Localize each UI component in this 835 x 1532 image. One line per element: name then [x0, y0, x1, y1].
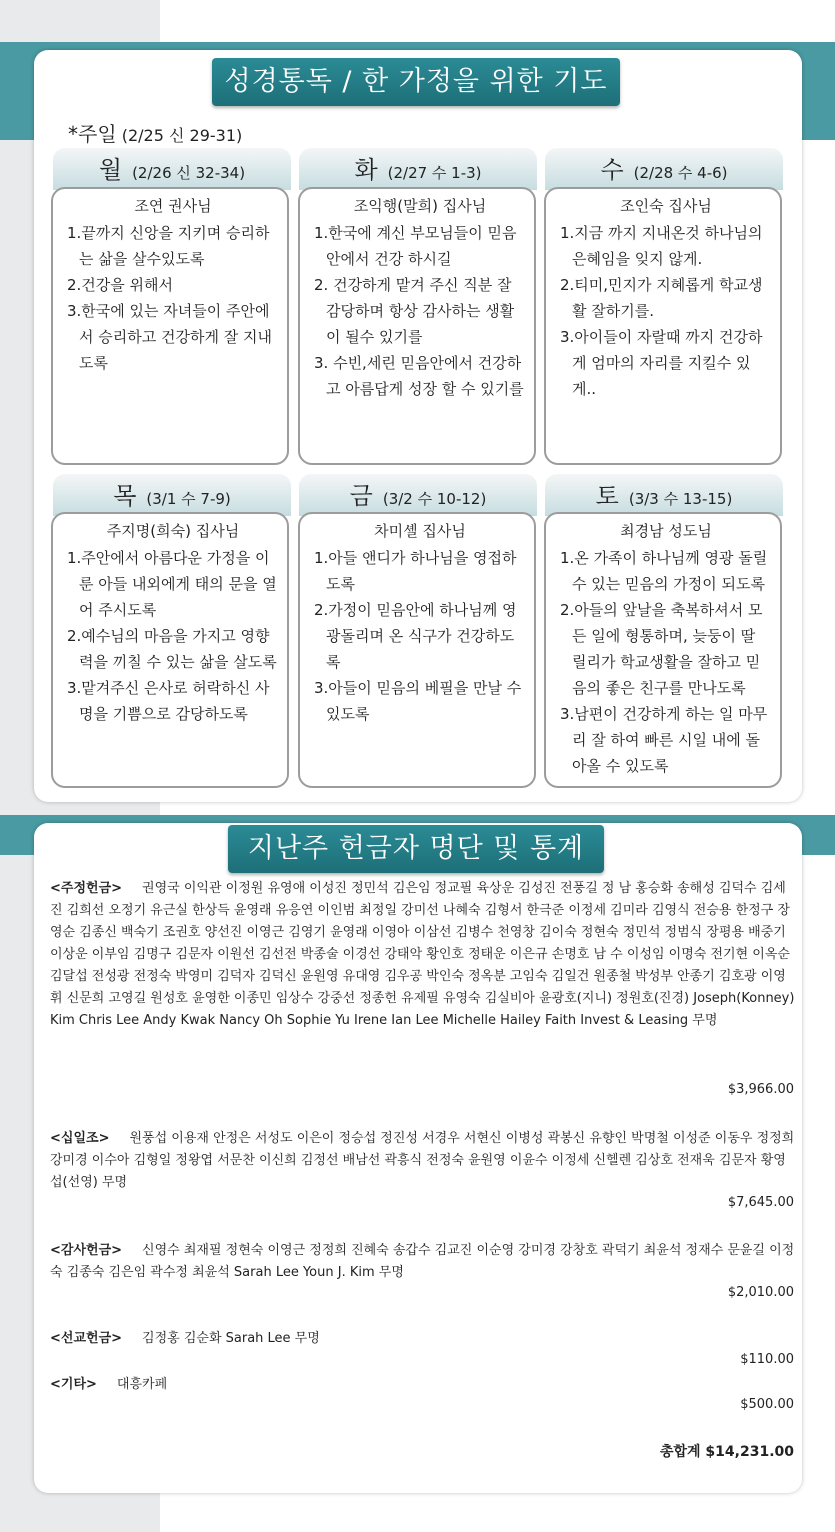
offering-names: 원풍섭 이용재 안정은 서성도 이은이 정승섭 정진성 서경우 서현신 이병성 곽봉신 유향인 박명철 이성준 이동우 정정희 강미경 이수아 김형일 정왕엽 서문찬 이신희 김정선 배남선 곽흥식 전정숙 윤원영 이윤수 이정세 신헬렌 김상호 전재욱 김문자 황영섭(선영) 무명: [50, 1131, 795, 1190]
prayer-item: 3. 수빈,세린 믿음안에서 건강하고 아름답게 성장 할 수 있기를: [314, 354, 524, 398]
day-tab-fri: [299, 474, 537, 516]
offering-category-label: <감사헌금>: [50, 1243, 123, 1258]
prayer-title: 성경통독 / 한 가정을 위한 기도: [212, 58, 620, 106]
prayer-item: 1.주안에서 아름다운 가정을 이룬 아들 내외에게 태의 문을 열어 주시도록: [67, 549, 277, 619]
offering-category-label: <주정헌금>: [50, 881, 123, 896]
prayer-item: 2.아들의 앞날을 축복하셔서 모든 일에 형통하며, 늦둥이 딸 릴리가 학교생활을 잘하고 믿음의 좋은 친구를 만나도록: [560, 601, 763, 697]
prayer-item: 1.지금 까지 지내온것 하나님의 은혜임을 잊지 않게.: [560, 224, 763, 268]
card-person: 조익행(말희) 집사님: [353, 197, 487, 215]
offering-title: 지난주 헌금자 명단 및 통계: [228, 825, 604, 873]
card-person: 조연 권사님: [134, 197, 212, 215]
day-name: 금: [349, 482, 373, 510]
offering-tithe: [50, 1128, 795, 1194]
prayer-card-tue: [298, 187, 536, 465]
offering-thanks: [50, 1240, 795, 1284]
offering-amount: $7,645.00: [727, 1195, 794, 1210]
offering-amount: $3,966.00: [727, 1082, 794, 1097]
prayer-item: 2.티미,민지가 지혜롭게 학교생활 잘하기를.: [560, 276, 763, 320]
offering-category-label: <선교헌금>: [50, 1331, 123, 1346]
offering-amount: $2,010.00: [727, 1285, 794, 1300]
prayer-card-mon: [51, 187, 289, 465]
day-ref: (2/26 신 32-34): [132, 164, 246, 182]
day-ref: (3/2 수 10-12): [382, 490, 487, 508]
prayer-item: 3.한국에 있는 자녀들이 주안에서 승리하고 건강하게 잘 지내도록: [67, 302, 272, 372]
day-name: 수: [600, 156, 624, 184]
card-person: 조인숙 집사님: [620, 197, 712, 215]
offering-amount: $500.00: [740, 1397, 794, 1412]
prayer-item: 3.남편이 건강하게 하는 일 마무리 잘 하여 빠른 시일 내에 돌아올 수 있도록: [560, 705, 768, 775]
prayer-item: 1.한국에 계신 부모님들이 믿음안에서 건강 하시길: [314, 224, 517, 268]
offering-other: [50, 1374, 795, 1396]
card-person: 주지명(희숙) 집사님: [106, 522, 240, 540]
offering-total: 총합계 $14,231.00: [659, 1444, 794, 1460]
prayer-card-wed: [544, 187, 782, 465]
offering-category-label: <기타>: [50, 1377, 97, 1392]
sunday-label: *주일: [68, 122, 117, 146]
prayer-card-thu: [51, 512, 289, 788]
day-tab-wed: [545, 148, 783, 190]
prayer-item: 1.끝까지 신앙을 지키며 승리하는 삶을 살수있도록: [67, 224, 270, 268]
day-tab-mon: [53, 148, 291, 190]
sunday-ref: (2/25 신 29-31): [121, 126, 243, 145]
offering-names: 김정홍 김순화 Sarah Lee 무명: [142, 1331, 320, 1346]
day-name: 화: [354, 156, 378, 184]
day-name: 목: [113, 482, 137, 510]
prayer-item: 2.건강을 위해서: [67, 276, 174, 294]
offering-names: 대흥카페: [116, 1377, 168, 1392]
offering-tithe-weekly: [50, 878, 795, 1032]
day-ref: (2/27 수 1-3): [387, 164, 482, 182]
offering-amount: $110.00: [740, 1352, 794, 1367]
prayer-card-sat: [544, 512, 782, 788]
day-name: 토: [595, 482, 619, 510]
day-tab-thu: [53, 474, 291, 516]
prayer-item: 2. 건강하게 맡겨 주신 직분 잘 감당하며 항상 감사하는 생활이 될수 있기를: [314, 276, 515, 346]
offering-mission: [50, 1328, 795, 1350]
day-ref: (3/3 수 13-15): [628, 490, 733, 508]
prayer-item: 3.아이들이 자랄때 까지 건강하게 엄마의 자리를 지킬수 있게..: [560, 328, 763, 398]
day-tab-sat: [545, 474, 783, 516]
prayer-item: 1.온 가족이 하나님께 영광 돌릴 수 있는 믿음의 가정이 되도록: [560, 549, 768, 593]
offering-names: 권영국 이익관 이정원 유영애 이성진 정민석 김은임 정교필 육상운 김성진 전풍길 정 남 홍승화 송해성 김덕수 김세진 김희선 오정기 유근실 한상득 윤영래 유응연 이인범 최정일 강미선 나혜숙 김형서 한극준 이정세 김미라 김영식 전승용 한정구 장영순 김종신 백숙기 조권호 양선진 이영근 김영기 윤영래 이영아 이삼선 김병수 천영창 김이숙 정현숙 정민석 정범식 장평용 배중기 이상운 이부임 김명구 김문자 이원선 김선전 박종술 이경선 강태악 황인호 정태운 이은규 손명호 남 수 이성임 이명숙 전기현 이옥순 김달섭 전성광 전정숙 박영미 김덕자 김덕신 윤원영 유대영 김우공 박인숙 정옥분 고임숙 김일건 원종철 박성부 안종기 김호광 이영휘 신문희 고영길 원성호 윤영한 이종민 임상수 강중선 정종헌 유제필 유영숙 김실비아 윤광호(지니) 정원호(진경) Joseph(Konney) Kim Chris Lee Andy Kwak Nancy Oh Sophie Yu Irene Ian Lee Michelle Hailey Faith Invest & Leasing 무명: [50, 881, 795, 1028]
day-ref: (3/1 수 7-9): [146, 490, 231, 508]
card-person: 최경남 성도님: [620, 522, 712, 540]
prayer-item: 3.맡겨주신 은사로 허락하신 사명을 기쁨으로 감당하도록: [67, 679, 270, 723]
offering-category-label: <십일조>: [50, 1131, 110, 1146]
day-tab-tue: [299, 148, 537, 190]
prayer-item: 2.가정이 믿음안에 하나님께 영광돌리며 온 식구가 건강하도록: [314, 601, 517, 671]
day-name: 월: [98, 156, 123, 184]
card-person: 차미셸 집사님: [374, 522, 466, 540]
prayer-item: 3.아들이 믿음의 베필을 만날 수 있도록: [314, 679, 522, 723]
prayer-item: 2.예수님의 마음을 가지고 영향력을 끼칠 수 있는 삶을 살도록: [67, 627, 277, 671]
sunday-reading: [68, 118, 242, 147]
prayer-card-fri: [298, 512, 536, 788]
day-ref: (2/28 수 4-6): [633, 164, 728, 182]
prayer-item: 1.아들 앤디가 하나님을 영접하도록: [314, 549, 517, 593]
offering-names: 신영수 최재필 정현숙 이영근 정정희 진혜숙 송갑수 김교진 이순영 강미경 강창호 곽덕기 최윤석 정재수 문윤길 이정숙 김종숙 김은임 곽수정 최윤석 Sarah Lee Youn J. Kim 무명: [50, 1243, 795, 1280]
